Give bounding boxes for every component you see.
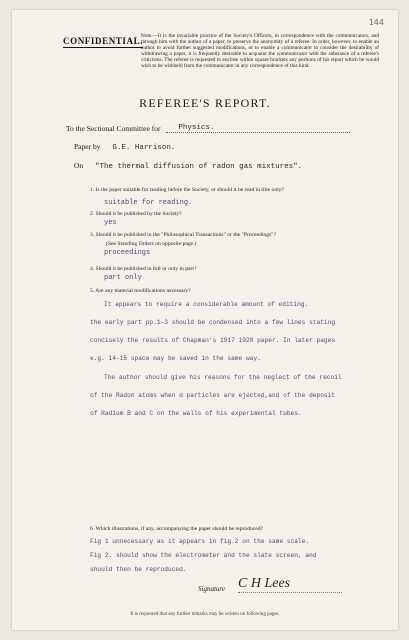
illustration-line-1: Fig 1 unnecessary as it appears in fig.2 on the same scale. <box>90 538 310 545</box>
paper-on-label: On <box>74 161 84 170</box>
paper-on-row <box>74 161 302 171</box>
answer-4: part only <box>104 274 142 282</box>
paper-by-value: G.E. Harrison. <box>112 144 176 152</box>
modification-line-3: concisely the results of Chapman's 1917 1920 paper. In later pages <box>90 337 336 344</box>
to-committee-row <box>66 122 350 133</box>
confidential-note: Note.—It is the invariable practice of the Society's Officers, in correspondence with the communicators, and through him with the author of a paper, to preserve the anonymity of a referee. In order, however, to enable an author to avoid further suggested modifications, or to enable a communicator to consider the desirability of withdrawing a paper, it is frequently desirable to acquaint the communicator with the substance of a referee's criticisms. The referee is requested to enclose within square brackets any portions of his report which he would wish to be withheld from the communicator in any correspondence of this kind. <box>141 33 379 69</box>
report-title: REFEREE'S REPORT. <box>139 96 271 110</box>
modification-line-1: It appears to require a considerable amount of editing. <box>104 301 309 308</box>
signature-label: Signature <box>198 585 225 593</box>
answer-3: proceedings <box>104 249 151 257</box>
signature-rule <box>238 592 342 593</box>
question-3-note: (See Standing Orders on opposite page.) <box>106 241 197 247</box>
to-committee-rule <box>166 122 350 133</box>
to-committee-value: Physics. <box>178 124 215 132</box>
answer-1: suitable for reading. <box>104 199 193 207</box>
question-3: 3. Should it be published in the "Philosophical Transactions" or the "Proceedings"? <box>90 232 276 238</box>
confidential-notice <box>63 32 378 88</box>
page-number: 144 <box>368 18 384 27</box>
question-5: 5. Are any material modifications necessary? <box>90 288 191 294</box>
question-4: 4. Should it be published in full or only in part? <box>90 266 197 272</box>
modification-line-7: of Radium B and C on the walls of his experimental tubes. <box>90 410 302 417</box>
answer-2: yes <box>104 219 117 227</box>
modification-line-6: of the Radon atoms when α particles are ejected,and of the deposit <box>90 392 336 399</box>
question-6: 6. Which illustrations, if any, accompanying the paper should be reproduced? <box>90 526 264 532</box>
paper-by-row <box>74 142 175 152</box>
question-1: 1. Is the paper suitable for reading before the Society, or should it be read in title only? <box>90 187 284 193</box>
paper-on-value: "The thermal diffusion of radon gas mixtures". <box>95 163 303 171</box>
confidential-label: CONFIDENTIAL. <box>63 36 144 46</box>
illustration-line-2: Fig 2. should show the electrometer and the slate screen, and <box>90 552 317 559</box>
modification-line-4: e.g. 14-15 space may be saved in the same way. <box>90 355 261 362</box>
question-2: 2. Should it be published by the Society? <box>90 211 182 217</box>
referee-report-page <box>12 10 398 630</box>
to-committee-label: To the Sectional Committee for <box>66 124 161 133</box>
modification-line-5: The author should give his reasons for the neglect of the recoil <box>104 374 342 381</box>
modification-line-2: the early part pp.1-3 should be condensed into a few lines stating <box>90 319 336 326</box>
illustration-line-3: should then be reproduced. <box>90 566 187 573</box>
footer-note: It is requested that any further remarks may be written on following pages. <box>130 612 280 617</box>
signature: C H Lees <box>238 576 291 591</box>
paper-by-label: Paper by <box>74 142 101 151</box>
